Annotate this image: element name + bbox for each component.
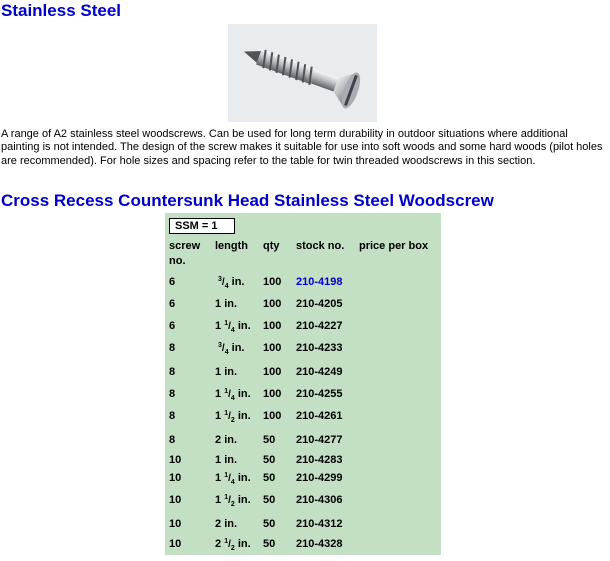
length-unit: in. [237,494,251,506]
header-price: price per box [359,240,429,252]
length-unit: in. [224,518,238,530]
qty-cell: 100 [263,410,282,422]
screw-no-cell: 6 [169,276,176,288]
stock-no-cell: 210-4233 [296,342,343,354]
ssm-label: SSM = 1 [169,218,235,234]
header-qty: qty [263,240,280,252]
length-unit: in. [224,434,238,446]
length-whole: 1 [215,388,222,400]
length-denominator: 4 [224,349,229,356]
length-numerator: 1 [224,320,229,327]
screw-no-cell: 10 [169,538,182,550]
stock-no-cell: 210-4312 [296,518,343,530]
length-cell: 1 $^1/_2$ in. [215,410,251,424]
length-cell: 1 $^1/_2$ in. [215,494,251,508]
length-whole: 2 [215,518,222,530]
length-unit: in. [231,276,245,288]
header-screw-no: screw no. [169,240,201,267]
header-length: length [215,240,248,252]
qty-cell: 50 [263,518,276,530]
stock-no-cell: 210-4261 [296,410,343,422]
length-whole: 1 [215,320,222,332]
length-denominator: 4 [224,283,229,290]
product-table [165,213,441,555]
screw-no-cell: 6 [169,320,176,332]
length-whole: 1 [215,454,222,466]
length-denominator: 4 [230,395,235,402]
length-whole: 2 [215,434,222,446]
length-cell: 1 $^1/_4$ in. [215,388,251,402]
length-cell: 1 $^1/_4$ in. [215,320,251,334]
qty-cell: 50 [263,494,276,506]
screw-no-cell: 8 [169,388,176,400]
length-unit: in. [224,366,238,378]
qty-cell: 50 [263,454,276,466]
length-unit: in. [224,454,238,466]
length-cell [215,429,237,451]
stock-no-cell: 210-4249 [296,366,343,378]
qty-cell: 100 [263,342,282,354]
screw-no-cell: 8 [169,342,176,354]
length-unit: in. [237,388,251,400]
length-numerator: 1 [224,472,229,479]
length-denominator: 4 [230,479,235,486]
length-numerator: 1 [224,494,229,501]
length-denominator: 2 [230,501,235,508]
length-numerator: 1 [224,538,229,545]
qty-cell: 100 [263,276,282,288]
stock-no-cell: 210-4277 [296,434,343,446]
length-unit: in. [224,298,238,310]
qty-cell: 100 [263,320,282,332]
stock-no-cell: 210-4328 [296,538,343,550]
length-whole: 2 [215,538,222,550]
qty-cell: 50 [263,472,276,484]
length-whole: 1 [215,298,222,310]
stock-no-cell: 210-4255 [296,388,343,400]
length-unit: in. [237,320,251,332]
length-cell [215,513,237,535]
stock-no-cell: 210-4306 [296,494,343,506]
length-unit: in. [237,410,251,422]
stock-no-cell: 210-4299 [296,472,343,484]
length-whole: 1 [215,494,222,506]
section-title: Cross Recess Countersunk Head Stainless Steel Woodscrew [1,191,494,210]
product-description: A range of A2 stainless steel woodscrews. Can be used for long term durability in outdoor situations where additional painting is not intended. The design of the screw makes it suitable for use into soft woods and some hard woods (pilot holes are recommended). For hole sizes and spacing refer to the table for twin threaded woodscrews in this section. [1,128,603,167]
screw-no-cell: 8 [169,434,176,446]
screw-no-cell: 10 [169,454,182,466]
screw-no-cell: 10 [169,518,182,530]
screw-no-cell: 10 [169,472,182,484]
screw-no-cell: 10 [169,494,182,506]
stock-no-cell: 210-4283 [296,454,343,466]
length-unit: in. [237,472,251,484]
qty-cell: 100 [263,366,282,378]
qty-cell: 100 [263,298,282,310]
qty-cell: 50 [263,434,276,446]
length-whole: 1 [215,410,222,422]
screw-no-cell: 8 [169,410,176,422]
length-numerator: 3 [218,342,222,349]
length-whole: 1 [215,472,222,484]
screw-illustration [228,24,377,122]
length-unit: in. [237,538,251,550]
page-title: Stainless Steel [1,1,122,20]
length-cell: 1 $^1/_4$ in. [215,472,251,486]
screw-no-cell: 8 [169,366,176,378]
length-numerator: 1 [224,388,229,395]
qty-cell: 100 [263,388,282,400]
length-cell: $^3/_4$ in. [218,342,245,356]
stock-no-cell: 210-4205 [296,298,343,310]
stock-no-cell: 210-4227 [296,320,343,332]
stock-no-link[interactable]: 210-4198 [296,276,343,288]
length-denominator: 4 [230,327,235,334]
length-cell: 2 $^1/_2$ in. [215,538,251,552]
screw-no-cell: 6 [169,298,176,310]
length-cell [215,293,237,315]
length-whole: 1 [215,366,222,378]
header-stock-no: stock no. [296,240,345,252]
screw-product-image [228,24,377,122]
length-cell [215,361,237,383]
qty-cell: 50 [263,538,276,550]
length-numerator: 1 [224,410,229,417]
length-denominator: 2 [230,417,235,424]
length-cell: $^3/_4$ in. [218,276,245,290]
length-numerator: 3 [218,276,222,283]
length-unit: in. [231,342,245,354]
length-denominator: 2 [230,545,235,552]
